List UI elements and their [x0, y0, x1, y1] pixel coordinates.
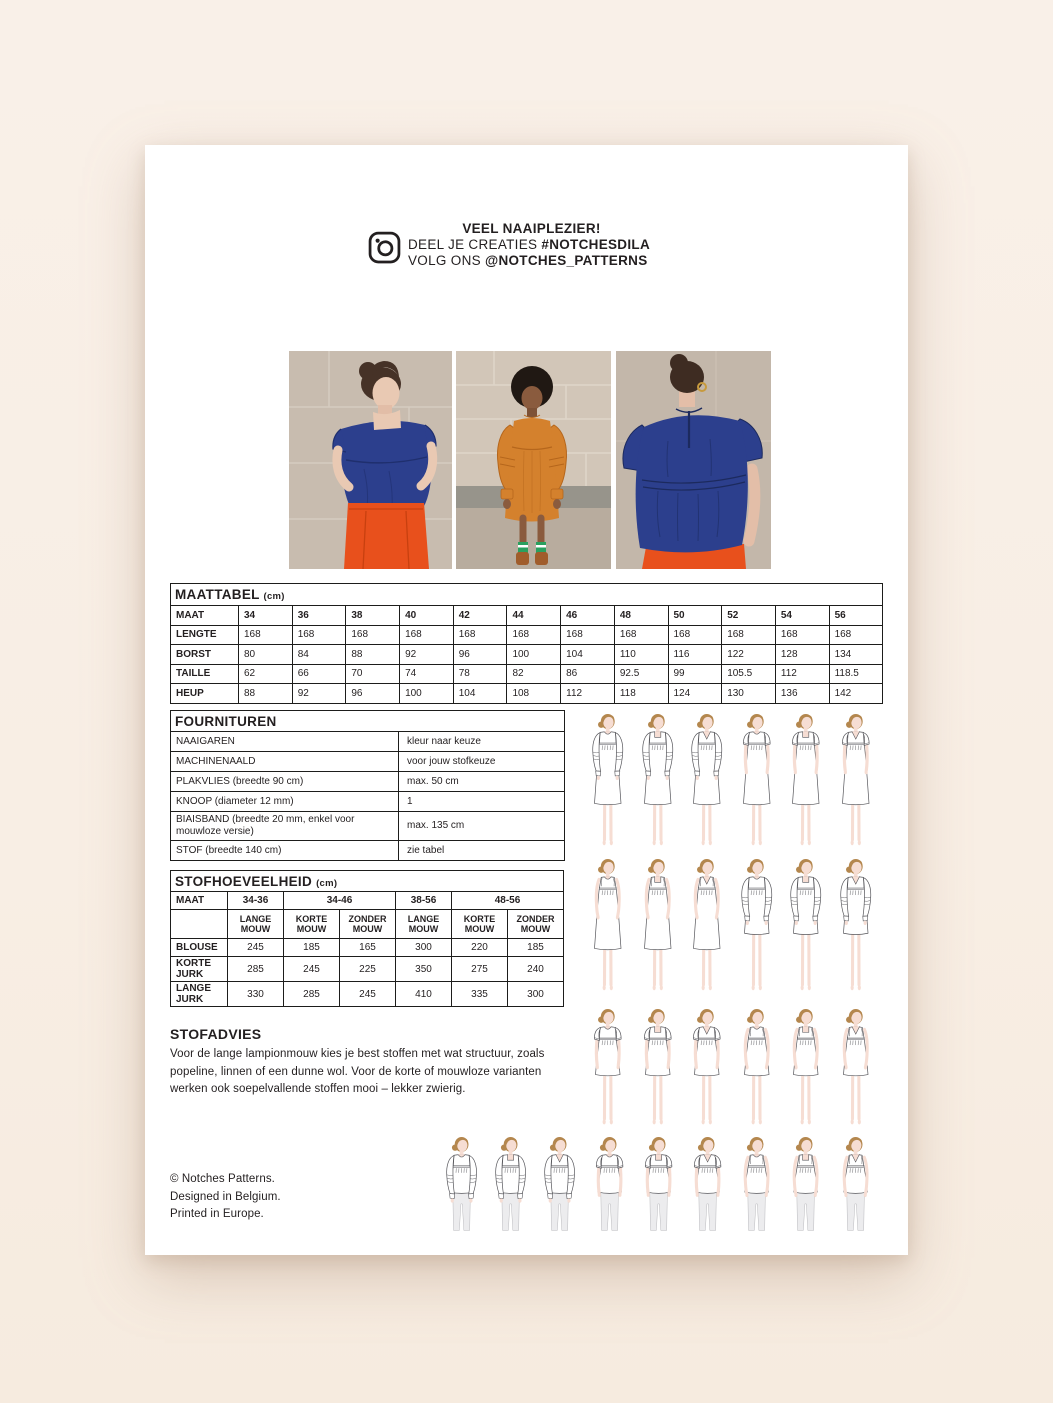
measure-cell: 100 — [400, 684, 454, 704]
sleeve-header-cell: LANGE MOUW — [396, 910, 452, 939]
fabric-cell: 220 — [452, 939, 508, 957]
garment-figure-midi-none-sleeve-round-neck — [732, 1007, 782, 1130]
garment-figure-midi-none-sleeve-v-neck — [831, 1007, 881, 1130]
measure-row — [171, 684, 883, 704]
measure-cell: 168 — [292, 625, 346, 645]
social-header-text — [408, 221, 655, 269]
measure-cell: 96 — [346, 684, 400, 704]
garment-figure-midi-short-sleeve-round-neck — [583, 1007, 633, 1130]
measure-cell: 88 — [346, 645, 400, 665]
fabric-advice-title: STOFADVIES — [170, 1026, 262, 1042]
measure-cell: 92 — [292, 684, 346, 704]
garment-label: LANGE JURK — [171, 982, 228, 1007]
garment-figure-blouse-long-sleeve-v-neck — [535, 1135, 584, 1233]
measure-cell: 168 — [668, 625, 722, 645]
notion-value: max. 50 cm — [399, 772, 565, 792]
measure-row — [171, 645, 883, 665]
measure-cell: 128 — [775, 645, 829, 665]
garment-figure-midi-long-sleeve-round-neck — [732, 857, 782, 996]
size-cell: 34 — [239, 606, 293, 626]
advice-line: Voor de lange lampionmouw kies je best stoffen met wat structuur, zoals — [170, 1048, 545, 1060]
garment-figure-midi-short-sleeve-square-neck — [633, 1007, 683, 1130]
notions-table-container — [170, 710, 565, 861]
pattern-sheet-page — [145, 145, 908, 1255]
garment-figure-blouse-long-sleeve-square-neck — [486, 1135, 535, 1233]
garment-figure-midi-short-sleeve-v-neck — [682, 1007, 732, 1130]
row-maxi-sleeveless-midi-long — [583, 857, 880, 996]
fabric-cell: 185 — [508, 939, 564, 957]
size-group-row — [171, 892, 564, 910]
row-blouses — [437, 1135, 880, 1233]
notion-row — [171, 732, 565, 752]
header-line-3-text: VOLG ONS — [408, 253, 485, 268]
fabric-cell: 300 — [396, 939, 452, 957]
fournituren-title: FOURNITUREN — [171, 711, 565, 732]
copyright-line: Designed in Belgium. — [170, 1190, 281, 1203]
measure-cell: 112 — [775, 664, 829, 684]
notion-row — [171, 752, 565, 772]
copyright-line: Printed in Europe. — [170, 1208, 264, 1220]
measure-cell: 105.5 — [722, 664, 776, 684]
garment-figure-maxi-long-sleeve-round-neck — [583, 712, 633, 851]
garment-figure-maxi-short-sleeve-v-neck — [831, 712, 881, 851]
fabric-cell: 245 — [340, 982, 396, 1007]
header-line-2-text: DEEL JE CREATIES — [408, 237, 542, 252]
measure-cell: 130 — [722, 684, 776, 704]
size-cell: 42 — [453, 606, 507, 626]
size-cell: 38 — [346, 606, 400, 626]
sleeve-header-cell: KORTE MOUW — [452, 910, 508, 939]
stofhoeveelheid-table — [170, 870, 564, 1007]
garment-figure-blouse-short-sleeve-square-neck — [634, 1135, 683, 1233]
measure-cell: 168 — [722, 625, 776, 645]
fabric-row — [171, 939, 564, 957]
measure-cell: 80 — [239, 645, 293, 665]
garment-figure-maxi-short-sleeve-round-neck — [732, 712, 782, 851]
sleeve-header-cell: LANGE MOUW — [228, 910, 284, 939]
sleeve-header-cell: ZONDER MOUW — [340, 910, 396, 939]
measure-cell: 70 — [346, 664, 400, 684]
size-cell: 56 — [829, 606, 883, 626]
size-cell: 54 — [775, 606, 829, 626]
measure-cell: 99 — [668, 664, 722, 684]
notion-label: PLAKVLIES (breedte 90 cm) — [171, 772, 399, 792]
fabric-advice — [170, 1026, 600, 1099]
notion-label: KNOOP (diameter 12 mm) — [171, 792, 399, 812]
fabric-cell: 245 — [228, 939, 284, 957]
measure-cell: 168 — [400, 625, 454, 645]
sleeve-header-cell: ZONDER MOUW — [508, 910, 564, 939]
notion-value: max. 135 cm — [399, 812, 565, 841]
photo-back-blue-blouse — [616, 351, 771, 569]
notion-value: zie tabel — [399, 841, 565, 861]
garment-figure-midi-long-sleeve-v-neck — [831, 857, 881, 996]
measure-cell: 110 — [614, 645, 668, 665]
sleeve-header-cell: KORTE MOUW — [284, 910, 340, 939]
measure-cell: 168 — [561, 625, 615, 645]
measure-cell: 100 — [507, 645, 561, 665]
fabric-cell: 225 — [340, 957, 396, 982]
measure-cell: 136 — [775, 684, 829, 704]
row-label: LENGTE — [171, 625, 239, 645]
measure-cell: 122 — [722, 645, 776, 665]
header-line-2 — [408, 237, 655, 253]
measure-cell: 168 — [829, 625, 883, 645]
fabric-cell: 285 — [228, 957, 284, 982]
garment-figure-maxi-none-sleeve-square-neck — [633, 857, 683, 996]
row-label: MAAT — [171, 606, 239, 626]
size-cell: 46 — [561, 606, 615, 626]
fabric-row — [171, 982, 564, 1007]
maattabel-title: MAATTABEL (cm) — [171, 584, 883, 606]
fabric-cell: 335 — [452, 982, 508, 1007]
fournituren-table — [170, 710, 565, 861]
measure-cell: 74 — [400, 664, 454, 684]
measure-cell: 92 — [400, 645, 454, 665]
garment-figure-midi-none-sleeve-square-neck — [781, 1007, 831, 1130]
garment-figure-maxi-short-sleeve-square-neck — [781, 712, 831, 851]
copyright-line: © Notches Patterns. — [170, 1173, 275, 1185]
garment-figure-blouse-none-sleeve-square-neck — [781, 1135, 830, 1233]
garment-figure-blouse-short-sleeve-round-neck — [585, 1135, 634, 1233]
notion-row — [171, 841, 565, 861]
size-header-row — [171, 606, 883, 626]
copyright-block — [170, 1171, 281, 1224]
measure-cell: 142 — [829, 684, 883, 704]
garment-figure-midi-long-sleeve-square-neck — [781, 857, 831, 996]
measure-cell: 124 — [668, 684, 722, 704]
measure-cell: 112 — [561, 684, 615, 704]
measure-cell: 168 — [775, 625, 829, 645]
measure-cell: 118.5 — [829, 664, 883, 684]
row-maxi-dresses — [583, 712, 880, 851]
fabric-cell: 330 — [228, 982, 284, 1007]
notion-row — [171, 772, 565, 792]
photo-orange-dress — [456, 351, 611, 569]
measure-cell: 134 — [829, 645, 883, 665]
measure-cell: 104 — [561, 645, 615, 665]
fabric-quantity-table-container — [170, 870, 564, 1007]
measure-cell: 168 — [239, 625, 293, 645]
garment-label: KORTE JURK — [171, 957, 228, 982]
fabric-cell: 275 — [452, 957, 508, 982]
fabric-cell: 300 — [508, 982, 564, 1007]
size-table-container — [170, 583, 883, 704]
advice-line: werken ook soepelvallende stoffen mooi – lekker zwierig. — [170, 1083, 466, 1095]
notion-label: NAAIGAREN — [171, 732, 399, 752]
measure-cell: 92.5 — [614, 664, 668, 684]
garment-figure-blouse-short-sleeve-v-neck — [683, 1135, 732, 1233]
measure-row — [171, 664, 883, 684]
size-group-cell: 48-56 — [452, 892, 564, 910]
empty-cell — [171, 910, 228, 939]
fabric-cell: 285 — [284, 982, 340, 1007]
measure-cell: 168 — [346, 625, 400, 645]
row-label: BORST — [171, 645, 239, 665]
notion-row — [171, 792, 565, 812]
maattabel-table — [170, 583, 883, 704]
garment-figure-blouse-long-sleeve-round-neck — [437, 1135, 486, 1233]
photo-front-blue-blouse — [289, 351, 452, 569]
notion-label: BIAISBAND (breedte 20 mm, enkel voor mouwloze versie) — [171, 812, 399, 841]
measure-cell: 168 — [614, 625, 668, 645]
notion-value: 1 — [399, 792, 565, 812]
measure-cell: 168 — [507, 625, 561, 645]
size-cell: 50 — [668, 606, 722, 626]
notion-label: STOF (breedte 140 cm) — [171, 841, 399, 861]
fabric-cell: 240 — [508, 957, 564, 982]
garment-label: BLOUSE — [171, 939, 228, 957]
fabric-cell: 245 — [284, 957, 340, 982]
measure-cell: 104 — [453, 684, 507, 704]
row-midi-short-sleeveless — [583, 1007, 880, 1130]
measure-cell: 108 — [507, 684, 561, 704]
measure-cell: 78 — [453, 664, 507, 684]
measure-cell: 96 — [453, 645, 507, 665]
fabric-cell: 350 — [396, 957, 452, 982]
stofhoeveelheid-title: STOFHOEVEELHEID (cm) — [171, 871, 564, 892]
measure-cell: 62 — [239, 664, 293, 684]
sleeve-header-row — [171, 910, 564, 939]
measure-cell: 84 — [292, 645, 346, 665]
size-group-cell: 34-36 — [228, 892, 284, 910]
instagram-icon — [368, 231, 401, 264]
notion-value: voor jouw stofkeuze — [399, 752, 565, 772]
fabric-advice-text — [170, 1046, 600, 1099]
size-cell: 44 — [507, 606, 561, 626]
advice-line: popeline, linnen of een dunne wol. Voor de korte of mouwloze varianten — [170, 1065, 542, 1078]
garment-figure-maxi-none-sleeve-round-neck — [583, 857, 633, 996]
garment-figure-maxi-long-sleeve-square-neck — [633, 712, 683, 851]
size-group-cell: 38-56 — [396, 892, 452, 910]
measure-cell: 118 — [614, 684, 668, 704]
measure-cell: 66 — [292, 664, 346, 684]
fabric-cell: 165 — [340, 939, 396, 957]
measure-cell: 88 — [239, 684, 293, 704]
header-line-3 — [408, 253, 655, 269]
fabric-cell: 410 — [396, 982, 452, 1007]
measure-cell: 82 — [507, 664, 561, 684]
measure-cell: 86 — [561, 664, 615, 684]
garment-figure-blouse-none-sleeve-v-neck — [831, 1135, 880, 1233]
size-cell: 52 — [722, 606, 776, 626]
hashtag: #NOTCHESDILA — [541, 237, 650, 252]
garment-figure-blouse-none-sleeve-round-neck — [732, 1135, 781, 1233]
fabric-cell: 185 — [284, 939, 340, 957]
garment-figure-maxi-long-sleeve-v-neck — [682, 712, 732, 851]
measure-row — [171, 625, 883, 645]
notion-label: MACHINENAALD — [171, 752, 399, 772]
fabric-row — [171, 957, 564, 982]
header-line-1: VEEL NAAIPLEZIER! — [462, 221, 601, 236]
garment-figure-maxi-none-sleeve-v-neck — [682, 857, 732, 996]
notion-value: kleur naar keuze — [399, 732, 565, 752]
row-label: TAILLE — [171, 664, 239, 684]
row-label: HEUP — [171, 684, 239, 704]
size-group-cell: 34-46 — [284, 892, 396, 910]
size-cell: 48 — [614, 606, 668, 626]
instagram-handle: @NOTCHES_PATTERNS — [484, 253, 648, 268]
row-label: MAAT — [171, 892, 228, 910]
measure-cell: 116 — [668, 645, 722, 665]
size-cell: 40 — [400, 606, 454, 626]
size-cell: 36 — [292, 606, 346, 626]
measure-cell: 168 — [453, 625, 507, 645]
notion-row — [171, 812, 565, 841]
